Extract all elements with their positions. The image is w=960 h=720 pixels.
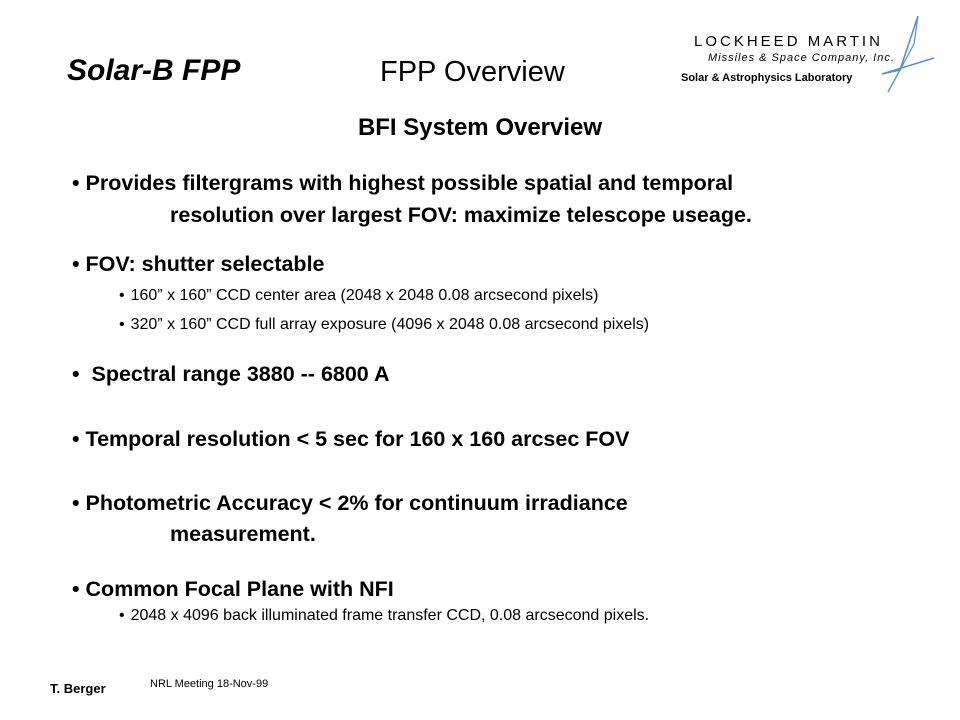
bullet-text: 2048 x 4096 back illuminated frame transfer CCD, 0.08 arcsecond pixels. [130, 607, 650, 624]
bullet-text: Photometric Accuracy < 2% for continuum irradiance [85, 491, 628, 515]
bullet-dot: • [119, 607, 125, 624]
logo-company-name: LOCKHEED MARTIN [694, 33, 883, 50]
bullet-dot: • [72, 427, 80, 451]
bullet-text: 320” x 160” CCD full array exposure (4096 x 2048 0.08 arcsecond pixels) [130, 316, 650, 333]
bullet-photometric-accuracy-continued: measurement. [170, 522, 316, 546]
bullet-dot: • [72, 252, 80, 276]
footer-meeting: NRL Meeting 18-Nov-99 [150, 678, 269, 690]
bullet-common-focal-plane [72, 577, 394, 602]
bullet-photometric-accuracy [72, 491, 628, 516]
bullet-fov [72, 252, 325, 277]
bullet-text: Provides filtergrams with highest possible spatial and temporal [85, 171, 734, 195]
bullet-dot: • [119, 287, 125, 304]
bullet-spatial-temporal-continued: resolution over largest FOV: maximize telescope useage. [170, 203, 752, 227]
sub-bullet-center-area [119, 287, 598, 305]
header-center-title: FPP Overview [380, 56, 565, 88]
bullet-dot: • [72, 491, 80, 515]
bullet-text: Temporal resolution < 5 sec for 160 x 160 arcsec FOV [85, 427, 630, 451]
bullet-text: FOV: shutter selectable [85, 252, 325, 276]
bullet-spatial-temporal [72, 171, 733, 196]
footer-author: T. Berger [50, 681, 106, 696]
lockheed-star-icon [880, 14, 936, 94]
sub-bullet-ccd [119, 607, 649, 625]
bullet-text: 160” x 160” CCD center area (2048 x 2048 0.08 arcsecond pixels) [130, 287, 599, 304]
logo-division: Missiles & Space Company, Inc. [708, 52, 895, 64]
bullet-dot: • [72, 577, 80, 601]
slide-title: BFI System Overview [357, 114, 603, 141]
sub-bullet-full-array [119, 316, 649, 334]
bullet-temporal-resolution [72, 427, 629, 452]
bullet-text: Spectral range 3880 -- 6800 A [85, 362, 390, 386]
bullet-dot: • [119, 316, 125, 333]
bullet-text: Common Focal Plane with NFI [85, 577, 394, 601]
bullet-dot: • [72, 362, 80, 386]
logo-lab: Solar & Astrophysics Laboratory [681, 72, 853, 84]
bullet-dot: • [72, 171, 80, 195]
header-left-title: Solar-B FPP [67, 54, 241, 87]
bullet-spectral-range [72, 362, 389, 387]
